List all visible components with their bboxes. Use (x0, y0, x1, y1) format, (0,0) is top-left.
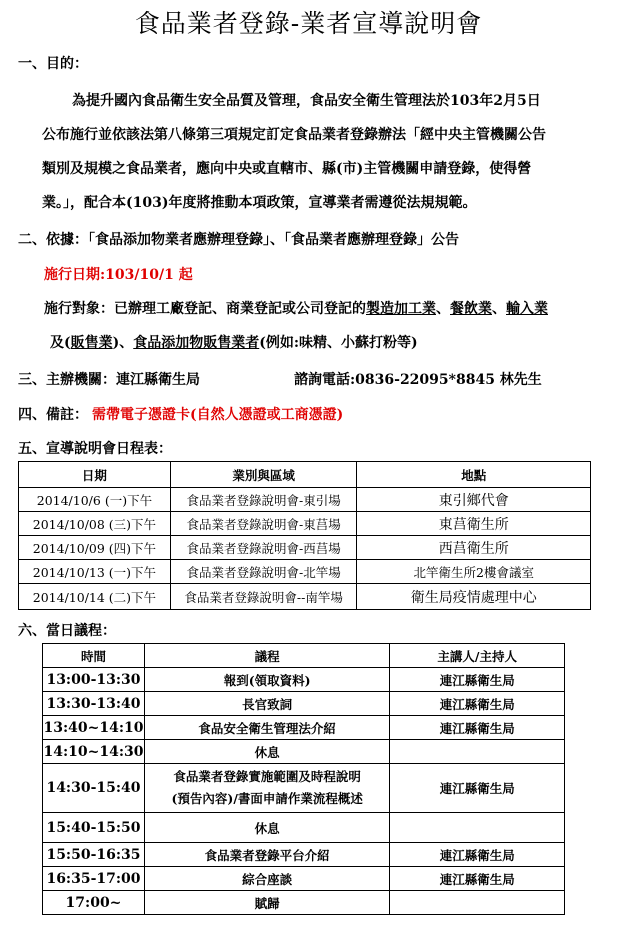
effective-date: 施行日期:103/10/1 起 (44, 267, 193, 283)
agenda-time: 13:30-13:40 (43, 692, 145, 716)
remark-note: 需帶電子憑證卡(自然人憑證或工商憑證) (92, 407, 344, 423)
separator: 、 (436, 301, 450, 317)
agenda-program: 休息 (144, 740, 389, 764)
table-row (19, 488, 591, 512)
agenda-speaker: 連江縣衛生局 (390, 692, 565, 716)
table-row (19, 560, 591, 584)
purpose-text-line-3: 類別及規模之食品業者，應向中央或直轄市、縣(市)主管機關申請登錄，使得營 (42, 161, 532, 177)
schedule-header-date: 日期 (19, 462, 171, 488)
agenda-speaker: 連江縣衛生局 (390, 843, 565, 867)
agenda-speaker: 連江縣衛生局 (390, 867, 565, 891)
table-row (43, 740, 565, 764)
section-4-heading: 四、備註： (18, 407, 88, 423)
table-row (43, 692, 565, 716)
agenda-program: 綜合座談 (144, 867, 389, 891)
schedule-date: 2014/10/13 (一)下午 (19, 560, 171, 584)
agenda-time: 17:00~ (43, 891, 145, 915)
targets-line-2: 及(販售業)、食品添加物販售業者(例如:味精、小蘇打粉等) (50, 335, 418, 351)
table-row (43, 891, 565, 915)
schedule-location: 東引鄉代會 (357, 488, 591, 512)
table-row (43, 668, 565, 692)
table-row (43, 764, 565, 813)
section-3-heading: 三、主辦機關：連江縣衛生局 (18, 372, 200, 388)
schedule-date: 2014/10/09 (四)下午 (19, 536, 171, 560)
agenda-program: 報到(領取資料) (144, 668, 389, 692)
contact-info: 諮詢電話:0836-22095*8845 林先生 (294, 372, 542, 388)
schedule-date: 2014/10/6 (一)下午 (19, 488, 171, 512)
agenda-program (144, 764, 389, 813)
agenda-program: 賦歸 (144, 891, 389, 915)
table-row (43, 867, 565, 891)
targets-line-1 (44, 298, 548, 318)
page-title: 食品業者登錄-業者宣導說明會 (134, 9, 483, 38)
schedule-date: 2014/10/08 (三)下午 (19, 512, 171, 536)
agenda-header-program: 議程 (144, 644, 389, 668)
table-row (19, 536, 591, 560)
agenda-program: 休息 (144, 813, 389, 843)
target-catering: 餐飲業 (450, 301, 492, 317)
agenda-program: 長官致詞 (144, 692, 389, 716)
agenda-program-line-1: 食品業者登錄實施範圍及時程說明 (173, 769, 361, 784)
line2-prefix: 及 (50, 335, 64, 351)
section-1-heading: 一、目的： (18, 56, 88, 72)
agenda-speaker: 連江縣衛生局 (390, 668, 565, 692)
purpose-text-line-1: 為提升國內食品衛生安全品質及管理，食品安全衛生管理法於103年2月5日 (72, 93, 541, 109)
agenda-time: 15:40-15:50 (43, 813, 145, 843)
schedule-area: 食品業者登錄說明會-西莒場 (170, 536, 357, 560)
table-row (19, 584, 591, 610)
schedule-area: 食品業者登錄說明會-東引場 (170, 488, 357, 512)
agenda-program: 食品業者登錄平台介紹 (144, 843, 389, 867)
table-row (43, 813, 565, 843)
agenda-time: 15:50-16:35 (43, 843, 145, 867)
schedule-location: 衛生局疫情處理中心 (357, 584, 591, 610)
schedule-date: 2014/10/14 (二)下午 (19, 584, 171, 610)
agenda-time: 16:35-17:00 (43, 867, 145, 891)
table-row (19, 512, 591, 536)
schedule-area: 食品業者登錄說明會-北竿場 (170, 560, 357, 584)
schedule-location: 北竿衛生所2樓會議室 (357, 560, 591, 584)
agenda-time: 13:00-13:30 (43, 668, 145, 692)
schedule-location: 東莒衛生所 (357, 512, 591, 536)
schedule-header-area: 業別與區域 (170, 462, 357, 488)
schedule-location: 西莒衛生所 (357, 536, 591, 560)
section-5-heading: 五、宣導說明會日程表： (18, 441, 172, 457)
agenda-time: 14:30-15:40 (43, 764, 145, 813)
table-row (43, 716, 565, 740)
section-6-heading: 六、當日議程： (18, 623, 116, 639)
agenda-speaker (390, 740, 565, 764)
agenda-header-time: 時間 (43, 644, 145, 668)
purpose-text-line-4: 業。」，配合本(103)年度將推動本項政策，宣導業者需遵從法規規範。 (42, 195, 477, 211)
agenda-header-speaker: 主講人/主持人 (390, 644, 565, 668)
schedule-table (18, 461, 591, 610)
target-retail: 販售業 (70, 335, 113, 351)
section-2-heading: 二、依據：「食品添加物業者應辦理登錄」、「食品業者應辦理登錄」公告 (18, 232, 459, 248)
agenda-speaker: 連江縣衛生局 (390, 764, 565, 813)
agenda-speaker (390, 891, 565, 915)
schedule-area: 食品業者登錄說明會--南竿場 (170, 584, 357, 610)
schedule-header-location: 地點 (357, 462, 591, 488)
agenda-program-line-2: (預告內容)/書面申請作業流程概述 (171, 791, 363, 806)
target-additive: 食品添加物販售業者 (133, 335, 260, 351)
line2-suffix: (例如:味精、小蘇打粉等) (259, 335, 418, 351)
table-row (43, 843, 565, 867)
purpose-text-line-2: 公布施行並依該法第八條第三項規定訂定食品業者登錄辦法「經中央主管機關公告 (42, 127, 546, 143)
agenda-program: 食品安全衛生管理法介紹 (144, 716, 389, 740)
targets-prefix: 施行對象：已辦理工廠登記、商業登記或公司登記的 (44, 301, 366, 317)
agenda-time: 13:40~14:10 (43, 716, 145, 740)
agenda-speaker: 連江縣衛生局 (390, 716, 565, 740)
agenda-time: 14:10~14:30 (43, 740, 145, 764)
target-import: 輸入業 (506, 301, 548, 317)
schedule-area: 食品業者登錄說明會-東莒場 (170, 512, 357, 536)
target-manufacturing: 製造加工業 (366, 301, 436, 317)
agenda-table (42, 643, 565, 915)
line2-mid: )、 (112, 335, 134, 351)
agenda-speaker (390, 813, 565, 843)
separator: 、 (492, 301, 506, 317)
